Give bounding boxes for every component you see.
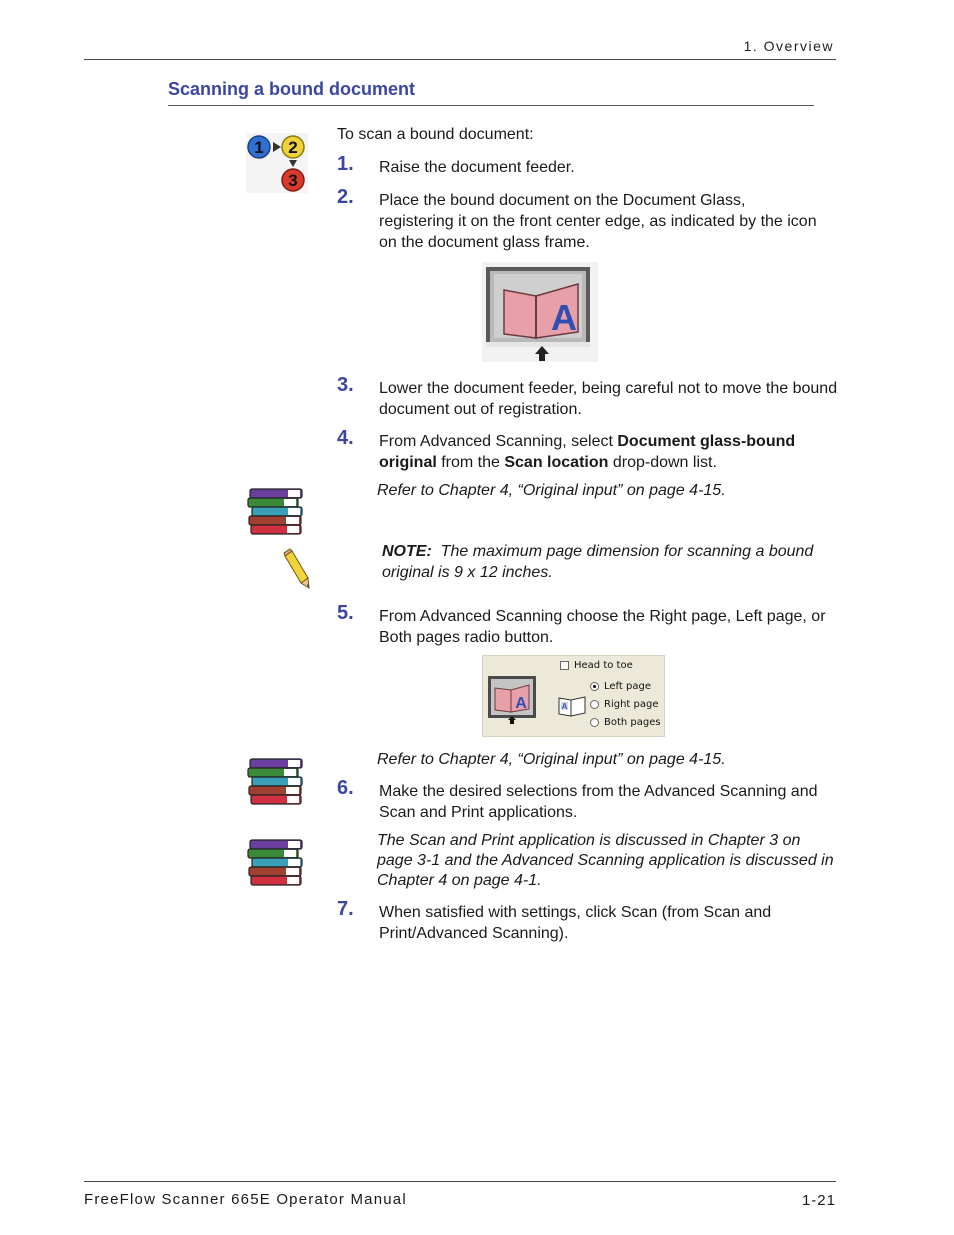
bound-document-icon: [488, 676, 536, 724]
scan-options-panel: [482, 655, 665, 737]
step-number: 4.: [337, 427, 354, 449]
footer-rule: [84, 1181, 836, 1182]
step-number: 2.: [337, 186, 354, 208]
reference-text: Refer to Chapter 4, “Original input” on page 4-15.: [377, 751, 726, 768]
reference-text: Refer to Chapter 4, “Original input” on page 4-15.: [377, 482, 726, 499]
reference-books-icon: [246, 838, 308, 886]
note-text: The maximum page dimension for scanning a bound original is 9 x 12 inches.: [382, 543, 814, 581]
document-glass-icon: [482, 262, 598, 362]
step-text: From Advanced Scanning choose the Right page, Left page, or Both pages radio button.: [379, 608, 826, 646]
step-number: 3.: [337, 374, 354, 396]
step-text: Raise the document feeder.: [379, 159, 575, 176]
step-text: Make the desired selections from the Advanced Scanning and Scan and Print applications.: [379, 783, 818, 821]
step-text: Lower the document feeder, being careful not to move the bound document out of registration.: [379, 380, 838, 418]
right-page-radio[interactable]: [590, 699, 659, 710]
note-label: NOTE:: [382, 543, 432, 560]
step-text: Place the bound document on the Document Glass, registering it on the front center edge, as indicated by the icon on the document glass frame.: [379, 192, 817, 251]
section-title: Scanning a bound document: [168, 79, 415, 99]
step-text: From Advanced Scanning, select Document glass-bound original from the Scan location drop-down list.: [379, 433, 796, 471]
chapter-header: 1. Overview: [743, 38, 834, 54]
svg-text:A: A: [561, 702, 568, 711]
left-page-radio[interactable]: [590, 681, 651, 692]
reference-text: The Scan and Print application is discussed in Chapter 3 on page 3-1 and the Advanced Scanning application is discussed in Chapter 4 on page 4-1.: [377, 832, 834, 889]
right-page-radio-button[interactable]: [590, 700, 599, 709]
footer-title: FreeFlow Scanner 665E Operator Manual: [84, 1191, 407, 1208]
step-text: When satisfied with settings, click Scan (from Scan and Print/Advanced Scanning).: [379, 904, 772, 942]
both-pages-label: Both pages: [604, 717, 661, 728]
svg-text:A: A: [515, 695, 527, 712]
pencil-note-icon: [283, 548, 313, 590]
left-page-label: Left page: [604, 681, 651, 692]
both-pages-radio-button[interactable]: [590, 718, 599, 727]
page-number: 1-21: [801, 1192, 836, 1209]
step-number: 6.: [337, 777, 354, 799]
step-number: 7.: [337, 898, 354, 920]
section-rule: [168, 105, 814, 106]
svg-text:2: 2: [288, 138, 298, 157]
open-book-icon: [557, 694, 587, 718]
note-box: [382, 541, 822, 583]
reference-books-icon: [246, 487, 308, 535]
left-page-radio-button[interactable]: [590, 682, 599, 691]
svg-text:1: 1: [254, 138, 264, 157]
step-number: 5.: [337, 602, 354, 624]
svg-text:A: A: [551, 297, 577, 338]
svg-text:3: 3: [288, 171, 298, 190]
head-to-toe-checkbox[interactable]: [560, 660, 633, 671]
head-to-toe-checkbox-box[interactable]: [560, 661, 569, 670]
head-to-toe-label: Head to toe: [574, 660, 633, 671]
step-sequence-icon: [246, 133, 308, 193]
reference-books-icon: [246, 757, 308, 805]
both-pages-radio[interactable]: [590, 717, 661, 728]
header-rule: [84, 59, 836, 60]
intro-text: To scan a bound document:: [337, 126, 534, 143]
right-page-label: Right page: [604, 699, 659, 710]
step-number: 1.: [337, 153, 354, 175]
